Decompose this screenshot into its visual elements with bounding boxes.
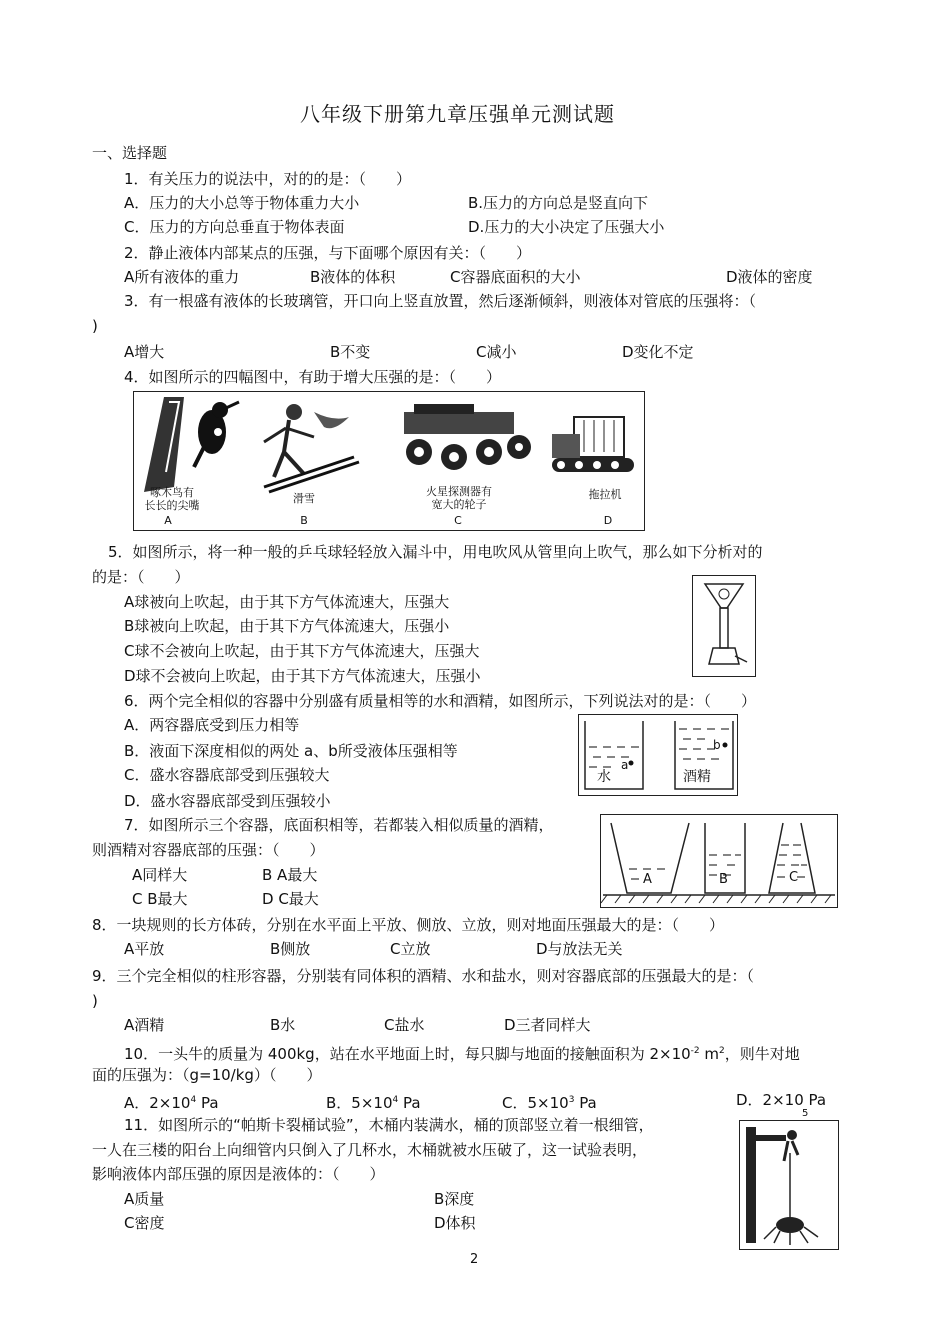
q2-option-c: C容器底面积的大小 (450, 268, 581, 286)
q1-option-c: C．压力的方向总垂直于物体表面 (124, 218, 345, 236)
q4-b-caption: 滑雪 (293, 492, 315, 505)
q10-option-d (736, 1090, 826, 1110)
q7-option-a: A同样大 (132, 866, 188, 884)
q6-option-c: C．盛水容器底部受到压强较大 (124, 766, 330, 784)
q3-option-c: C减小 (476, 343, 517, 361)
q2-option-d: D液体的密度 (726, 268, 813, 286)
q5-figure (692, 575, 756, 677)
q2-stem: 2．静止液体内部某点的压强，与下面哪个原因有关：（ ） (124, 244, 532, 262)
q4-stem: 4．如图所示的四幅图中，有助于增大压强的是：（ ） (124, 368, 502, 386)
q9-option-a: A酒精 (124, 1016, 165, 1034)
q7-containers-drawing (601, 815, 837, 907)
q5-option-a: A球被向上吹起，由于其下方气体流速大，压强大 (124, 593, 450, 611)
page-title: 八年级下册第九章压强单元测试题 (300, 102, 615, 126)
q7-container-c-label: C (789, 870, 799, 885)
q5-option-d: D球不会被向上吹起，由于其下方气体流速大，压强小 (124, 667, 481, 685)
q6-option-a: A．两容器底受到压力相等 (124, 716, 300, 734)
q4-c-letter: C (454, 514, 462, 527)
q6-figure (578, 714, 738, 796)
q3-stem-cont: ) (92, 317, 98, 335)
q6-water-label: 水 (597, 769, 611, 785)
q6-point-a: a (621, 758, 629, 772)
q6-stem: 6．两个完全相似的容器中分别盛有质量相等的水和酒精，如图所示，下列说法对的是：（ ） (124, 692, 757, 710)
q10-d-post: Pa (803, 1091, 827, 1109)
q6-option-d: D．盛水容器底部受到压强较小 (124, 792, 331, 810)
q7-container-a-label: A (643, 872, 652, 887)
q11-stem-cont-2: 影响液体内部压强的原因是液体的：（ ） (92, 1165, 385, 1183)
q11-stem-cont-1: 一人在三楼的阳台上向细管内只倒入了几杯水，木桶就被水压破了，这一试验表明， (92, 1141, 648, 1159)
q10-stem-mid: m (699, 1045, 720, 1063)
q10-b-exp: 4 (392, 1095, 399, 1105)
q10-c-post: Pa (574, 1094, 597, 1112)
q4-d-letter: D (603, 514, 613, 527)
q7-option-b: B A最大 (262, 866, 318, 884)
q2-option-b: B液体的体积 (310, 268, 396, 286)
q10-a-pre: A．2×10 (124, 1094, 191, 1112)
q10-option-a (124, 1090, 219, 1113)
q11-option-b: B深度 (434, 1190, 475, 1208)
q10-option-b (326, 1090, 421, 1113)
q7-option-c: C B最大 (132, 890, 188, 908)
q6-option-b: B．液面下深度相似的两处 a、b所受液体压强相等 (124, 742, 458, 760)
q10-stem-sq: 2 (719, 1046, 725, 1056)
q5-stem-cont: 的是：（ ） (92, 568, 190, 586)
q5-funnel-drawing (693, 576, 755, 676)
q7-figure (600, 814, 838, 908)
q1-option-a: A．压力的大小总等于物体重力大小 (124, 194, 360, 212)
q7-option-d: D C最大 (262, 890, 319, 908)
q10-c-pre: C．5×10 (502, 1094, 569, 1112)
page-number: 2 (470, 1252, 479, 1267)
q10-option-c (502, 1090, 597, 1113)
q10-stem-post: ，则牛对地 (724, 1045, 800, 1063)
q9-option-d: D三者同样大 (504, 1016, 591, 1034)
q8-option-c: C立放 (390, 940, 431, 958)
q4-a-caption-1: 啄木鸟有 (150, 486, 194, 499)
q9-option-b: B水 (270, 1016, 296, 1034)
q10-a-post: Pa (196, 1094, 219, 1112)
q5-option-c: C球不会被向上吹起，由于其下方气体流速大，压强大 (124, 642, 480, 660)
q10-stem-cont: 面的压强为：（g=10/kg）（ ） (92, 1066, 322, 1084)
q7-container-b-label: B (719, 872, 728, 887)
q10-a-exp: 4 (190, 1095, 197, 1105)
q4-a-caption-2: 长长的尖嘴 (144, 499, 200, 512)
q10-b-pre: B．5×10 (326, 1094, 393, 1112)
q6-point-b: b (713, 738, 721, 752)
q3-option-d: D变化不定 (622, 343, 694, 361)
q10-stem (124, 1041, 800, 1064)
q10-b-post: Pa (398, 1094, 421, 1112)
q11-option-a: A质量 (124, 1190, 165, 1208)
q3-option-b: B不变 (330, 343, 371, 361)
q8-option-d: D与放法无关 (536, 940, 623, 958)
q4-b-letter: B (300, 514, 308, 527)
q8-option-b: B侧放 (270, 940, 311, 958)
q11-option-c: C密度 (124, 1214, 165, 1232)
q4-figure-drawing (134, 392, 644, 530)
q8-stem: 8．一块规则的长方体砖，分别在水平面上平放、侧放、立放，则对地面压强最大的是：（ ） (92, 916, 725, 934)
q6-alcohol-label: 酒精 (683, 769, 711, 785)
q7-stem: 7．如图所示三个容器，底面积相等，若都装入相似质量的酒精， (124, 816, 554, 834)
q11-figure (739, 1120, 839, 1250)
q4-c-caption-1: 火星探测器有 (426, 485, 492, 498)
q10-stem-pre: 10．一头牛的质量为 400kg，站在水平地面上时，每只脚与地面的接触面积为 2×10 (124, 1045, 691, 1063)
q9-option-c: C盐水 (384, 1016, 425, 1034)
q4-c-caption-2: 宽大的轮子 (431, 498, 487, 511)
q8-option-a: A平放 (124, 940, 165, 958)
q3-stem: 3．有一根盛有液体的长玻璃管，开口向上竖直放置，然后逐渐倾斜，则液体对管底的压强将：（ (124, 292, 757, 310)
q4-a-letter: A (164, 514, 172, 527)
q11-option-d: D体积 (434, 1214, 476, 1232)
q9-stem: 9．三个完全相似的柱形容器，分别装有同体积的酒精、水和盐水，则对容器底部的压强最大的是：（ (92, 967, 755, 985)
q3-option-a: A增大 (124, 343, 165, 361)
q10-stem-exp: -2 (690, 1046, 700, 1056)
q4-figure (133, 391, 645, 531)
q2-option-a: A所有液体的重力 (124, 268, 240, 286)
q11-stem: 11．如图所示的“帕斯卡裂桶试验”，木桶内装满水，桶的顶部竖立着一根细管， (124, 1116, 654, 1134)
q10-c-exp: 3 (568, 1095, 575, 1105)
q7-stem-cont: 则酒精对容器底部的压强：（ ） (92, 841, 325, 859)
q10-d-exp: 5 (802, 1108, 809, 1119)
q9-stem-cont: ) (92, 992, 98, 1010)
section-heading: 一、选择题 (92, 144, 168, 162)
q5-option-b: B球被向上吹起，由于其下方气体流速大，压强小 (124, 617, 450, 635)
q1-option-d: D.压力的大小决定了压强大小 (468, 218, 665, 236)
q10-d-pre: D．2×10 (736, 1091, 804, 1109)
q5-stem: 5．如图所示，将一种一般的乒乓球轻轻放入漏斗中，用电吹风从管里向上吹气，那么如下分析对的 (108, 543, 763, 561)
q1-option-b: B.压力的方向总是竖直向下 (468, 194, 649, 212)
q1-stem: 1．有关压力的说法中，对的的是：（ ） (124, 170, 412, 188)
q4-d-caption: 拖拉机 (588, 488, 622, 501)
q11-barrel-drawing (740, 1121, 838, 1249)
